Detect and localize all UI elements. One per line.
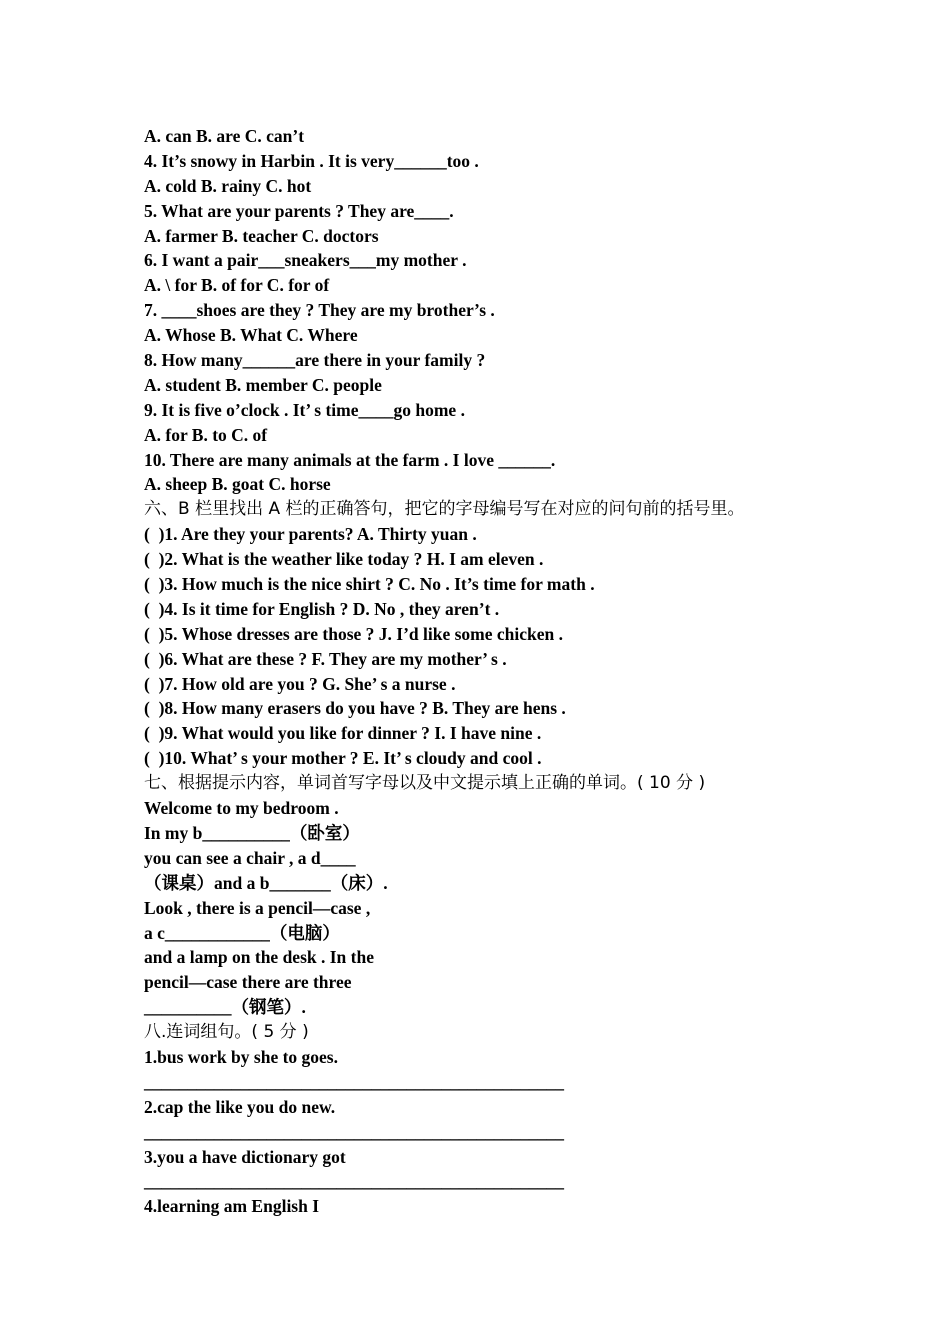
answer-blank-3: ________________________________________________ — [144, 1171, 564, 1192]
match-item: ( )6. What are these ? F. They are my mother’ s . — [144, 648, 507, 669]
fill-line: Welcome to my bedroom . — [144, 798, 339, 819]
fill-line: __________（钢笔）. — [144, 997, 306, 1018]
options-q6: A. \ for B. of for C. for of — [144, 275, 330, 296]
fill-line: In my b__________（卧室） — [144, 822, 360, 843]
fill-line: you can see a chair , a d____ — [144, 847, 356, 868]
question-5: 5. What are your parents ? They are____. — [144, 200, 454, 221]
match-item: ( )10. What’ s your mother ? E. It’ s cloudy and cool . — [144, 748, 542, 769]
question-9: 9. It is five o’clock . It’ s time____go home . — [144, 399, 465, 420]
match-item: ( )3. How much is the nice shirt ? C. No . It’s time for math . — [144, 574, 595, 595]
options-q3: A. can B. are C. can’t — [144, 126, 305, 146]
options-q10: A. sheep B. goat C. horse — [144, 474, 331, 495]
match-item: ( )1. Are they your parents? A. Thirty yuan . — [144, 524, 477, 545]
match-item: ( )8. How many erasers do you have ? B. They are hens . — [144, 698, 566, 719]
options-q7: A. Whose B. What C. Where — [144, 325, 358, 346]
reorder-question-2: 2.cap the like you do new. — [144, 1096, 336, 1117]
options-q5: A. farmer B. teacher C. doctors — [144, 225, 379, 246]
answer-blank-1: ________________________________________________ — [144, 1071, 564, 1092]
section8-heading: 八.连词组句。( 5 分 ) — [144, 1022, 309, 1043]
fill-line: and a lamp on the desk . In the — [144, 947, 374, 968]
options-q8: A. student B. member C. people — [144, 374, 382, 395]
match-item: ( )4. Is it time for English ? D. No , they aren’t . — [144, 598, 500, 619]
options-q9: A. for B. to C. of — [144, 424, 268, 445]
answer-blank-2: ________________________________________________ — [144, 1121, 564, 1142]
fill-line: （课桌）and a b_______（床）. — [144, 872, 388, 893]
reorder-question-4: 4.learning am English I — [144, 1196, 320, 1217]
question-4: 4. It’s snowy in Harbin . It is very______too . — [144, 150, 479, 171]
match-item: ( )7. How old are you ? G. She’ s a nurse . — [144, 673, 456, 694]
fill-line: pencil—case there are three — [144, 972, 352, 993]
section6-heading: 六、B 栏里找出 A 栏的正确答句，把它的字母编号写在对应的问句前的括号里。 — [144, 499, 745, 520]
question-10: 10. There are many animals at the farm . I love ______. — [144, 449, 556, 470]
options-q4: A. cold B. rainy C. hot — [144, 175, 312, 196]
question-8: 8. How many______are there in your family ? — [144, 350, 486, 371]
fill-line: Look , there is a pencil—case , — [144, 897, 371, 918]
match-item: ( )5. Whose dresses are those ? J. I’d like some chicken . — [144, 623, 564, 644]
question-6: 6. I want a pair___sneakers___my mother . — [144, 250, 467, 271]
question-7: 7. ____shoes are they ? They are my brother’s . — [144, 300, 495, 321]
reorder-question-3: 3.you a have dictionary got — [144, 1146, 346, 1167]
worksheet-page — [144, 124, 844, 1219]
section7-heading: 七、根据提示内容，单词首写字母以及中文提示填上正确的单词。( 10 分 ) — [144, 773, 706, 794]
fill-line: a c____________（电脑） — [144, 922, 340, 943]
match-item: ( )9. What would you like for dinner ? I. I have nine . — [144, 723, 542, 744]
match-item: ( )2. What is the weather like today ? H. I am eleven . — [144, 549, 544, 570]
reorder-question-1: 1.bus work by she to goes. — [144, 1046, 338, 1067]
